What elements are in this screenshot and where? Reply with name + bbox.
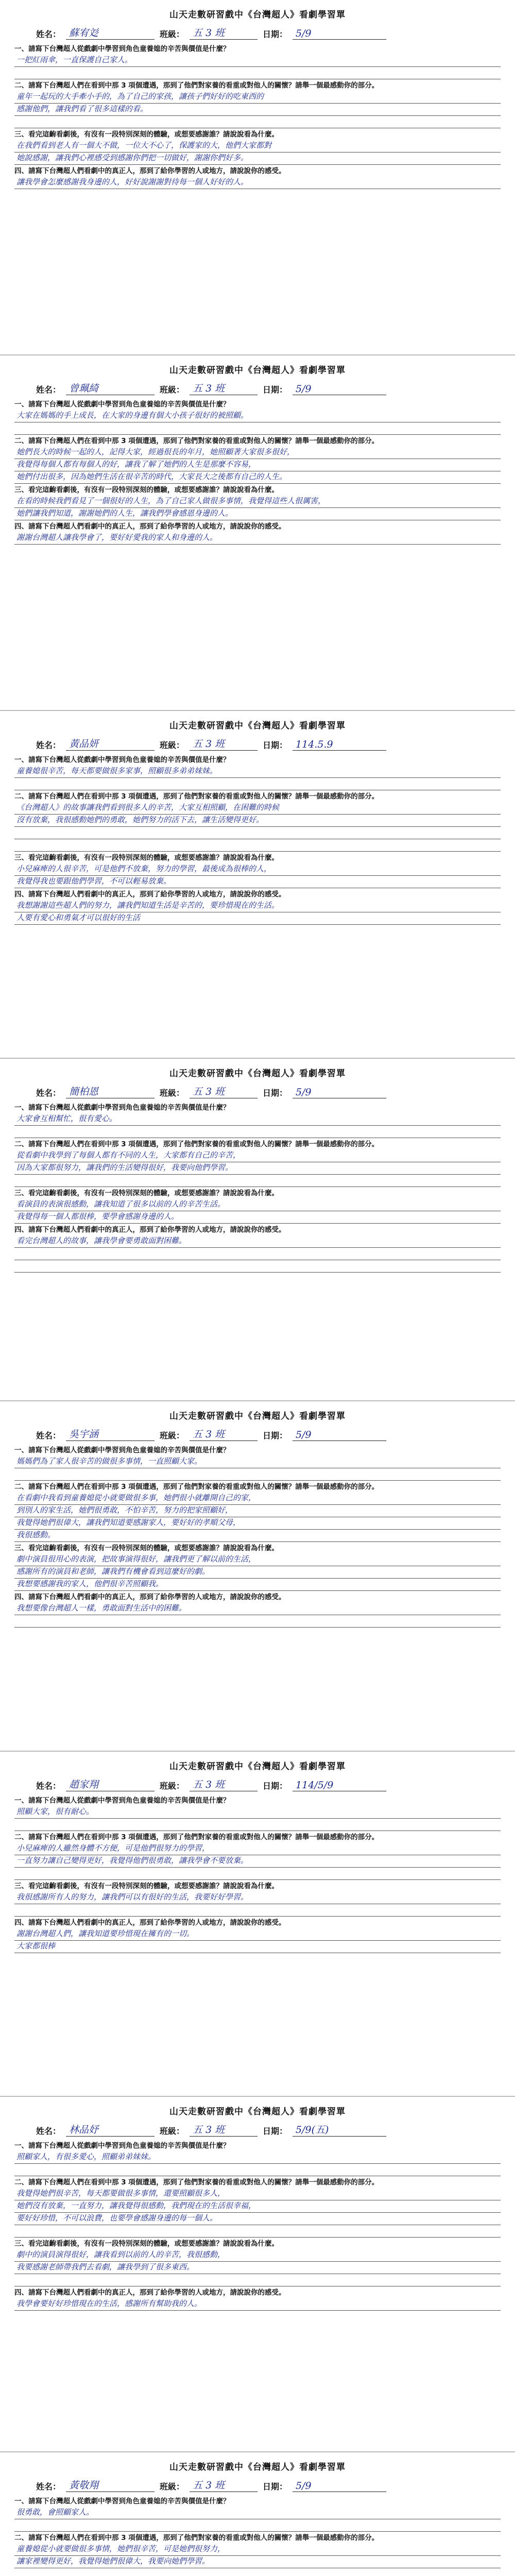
answer-line	[14, 1260, 501, 1273]
name-label: 姓名：	[36, 1088, 61, 1098]
answer-lines	[14, 1554, 501, 1591]
answer-lines	[14, 496, 501, 520]
answer-lines	[14, 1493, 501, 1542]
answer-lines	[14, 1199, 501, 1224]
answer-line: 一把紅雨傘，一直保護自己家人。	[14, 55, 501, 67]
answer-line: 我想謝謝這些超人們的努力，讓我們知道生活是辛苦的，要珍惜現在的生活。	[14, 900, 501, 912]
answer-line: 我覺得她們很辛苦，每天都要做很多事情，還要照顧很多人，	[14, 2188, 501, 2200]
answer-lines	[14, 766, 501, 790]
worksheet-3	[0, 711, 515, 1059]
question-text: 一、請寫下台灣超人從戲劇中學習到角色童養媳的辛苦與價值是什麼？	[14, 400, 230, 409]
question-text: 二、請寫下台灣超人們在看到中那 3 項個遭遇，那到了他們對家養的看重或對他人的關懷？請舉一個最感動你的部分。	[14, 81, 379, 90]
class-value: 五 3 班	[190, 736, 258, 751]
name-value: 林品妤	[66, 2122, 154, 2137]
answer-line: 《台灣超人》的故事讓我們看到很多人的辛苦，大家互相照顧，在困難的時候	[14, 802, 501, 815]
question-block-1	[0, 754, 515, 790]
class-label: 班級：	[160, 2482, 185, 2492]
answer-line: 看演員的表演很感動，讓我知道了很多以前的人的辛苦生活。	[14, 1199, 501, 1211]
question-text: 三、看完這齣看劇後，有沒有一段特別深刻的體驗，或想要感謝誰？請說說看為什麼。	[14, 1882, 279, 1890]
answer-lines	[14, 447, 501, 484]
name-label: 姓名：	[36, 1781, 61, 1791]
question-block-1	[0, 398, 515, 435]
answer-line: 我要感謝老師帶我們去看劇，讓我學到了很多東西。	[14, 2262, 501, 2274]
answer-lines	[14, 1113, 501, 1138]
question-block-3	[0, 484, 515, 520]
sheet-title: 山天走數研習戲中《台灣超人》看劇學習單	[169, 721, 346, 731]
question-text: 四、請寫下台灣超人們看劇中的真正人，那到了給你學習的人或地方，請說說你的感受。	[14, 1919, 286, 1927]
answer-lines	[14, 91, 501, 128]
name-value: 曾珮綺	[66, 381, 154, 395]
name-label: 姓名：	[36, 740, 61, 750]
answer-lines	[14, 2151, 501, 2176]
date-label: 日期：	[263, 2126, 288, 2136]
answer-line	[14, 67, 501, 79]
question-block-3	[0, 1187, 515, 1224]
answer-line: 我想要感謝我的家人，他們很辛苦照顧我。	[14, 1579, 501, 1591]
answer-line: 感謝所有的演員和老師，讓我們有機會看到這麼好的劇。	[14, 1566, 501, 1579]
answer-line	[14, 2568, 501, 2576]
date-value: 114/5/9	[293, 1780, 386, 1791]
student-info-row	[0, 2472, 515, 2495]
class-label: 班級：	[160, 2126, 185, 2136]
answer-line: 我覺得每個人都有每個人的好，讓我了解了她們的人生是那麼不容易，	[14, 459, 501, 471]
question-text: 三、看完這齣看劇後，有沒有一段特別深刻的體驗，或想要感謝誰？請說說看為什麼。	[14, 854, 279, 862]
class-value: 五 3 班	[190, 381, 258, 395]
question-text: 四、請寫下台灣超人們看劇中的真正人，那到了給你學習的人或地方，請說說你的感受。	[14, 1226, 286, 1234]
question-text: 一、請寫下台灣超人從戲劇中學習到角色童養媳的辛苦與價值是什麼？	[14, 1446, 230, 1454]
answer-line	[14, 1468, 501, 1481]
answer-line: 很勇敢，會照顧家人。	[14, 2507, 501, 2519]
class-value: 五 3 班	[190, 1084, 258, 1098]
answer-lines	[14, 1892, 501, 1917]
date-label: 日期：	[263, 1431, 288, 1440]
answer-line: 讓家裡變得更好，我覺得她們很偉大，我要向她們學習。	[14, 2556, 501, 2568]
student-info-row	[0, 731, 515, 754]
name-label: 姓名：	[36, 385, 61, 395]
answer-lines	[14, 802, 501, 852]
question-block-4	[0, 1591, 515, 1628]
worksheet-2	[0, 355, 515, 711]
sheet-title: 山天走數研習戲中《台灣超人》看劇學習單	[169, 2107, 346, 2117]
name-label: 姓名：	[36, 1431, 61, 1440]
question-block-1	[0, 1101, 515, 1138]
name-label: 姓名：	[36, 29, 61, 39]
question-block-3	[0, 2238, 515, 2286]
question-text: 四、請寫下台灣超人們看劇中的真正人，那到了給你學習的人或地方，請說說你的感受。	[14, 522, 286, 531]
answer-lines	[14, 1806, 501, 1831]
answer-line: 童養媳很辛苦，每天都要做很多家事，照顧很多弟弟妹妹。	[14, 766, 501, 778]
answer-line: 大家都很棒	[14, 1941, 501, 1953]
class-value: 五 3 班	[190, 1427, 258, 1441]
answer-lines	[14, 1150, 501, 1187]
answer-line: 我覺得她們很偉大，讓我們知道要感謝家人，要好好的孝順父母，	[14, 1517, 501, 1530]
question-text: 二、請寫下台灣超人們在看到中那 3 項個遭遇，那到了他們對家養的看重或對他人的關懷？請舉一個最感動你的部分。	[14, 2178, 379, 2187]
date-value: 5/9	[293, 1429, 386, 1441]
answer-line	[14, 1868, 501, 1880]
date-value: 5/9	[293, 1087, 386, 1098]
worksheet-1	[0, 0, 515, 355]
class-value: 五 3 班	[190, 2122, 258, 2137]
answer-line: 照顧家人，有很多愛心，照顧弟弟妹妹。	[14, 2151, 501, 2164]
name-value: 蘇宥彣	[66, 25, 154, 40]
name-label: 姓名：	[36, 2482, 61, 2492]
answer-line	[14, 1615, 501, 1628]
answer-lines	[14, 140, 501, 165]
answer-lines	[14, 532, 501, 545]
worksheet-7	[0, 2097, 515, 2452]
answer-line	[14, 422, 501, 435]
question-text: 三、看完這齣看劇後，有沒有一段特別深刻的體驗，或想要感謝誰？請說說看為什麼。	[14, 486, 279, 494]
name-value: 簡柏恩	[66, 1084, 154, 1098]
answer-line	[14, 839, 501, 852]
question-text: 三、看完這齣看劇後，有沒有一段特別深刻的體驗，或想要感謝誰？請說說看為什麼。	[14, 2240, 279, 2248]
answer-line: 讓我學會怎麼感謝我身邊的人，好好說謝謝對待每一個人好好的人。	[14, 177, 501, 189]
date-label: 日期：	[263, 385, 288, 395]
answer-line: 我想要像台灣超人一樣，勇敢面對生活中的困難。	[14, 1603, 501, 1615]
question-block-4	[0, 520, 515, 545]
sheet-title: 山天走數研習戲中《台灣超人》看劇學習單	[169, 10, 346, 20]
worksheet-5	[0, 1401, 515, 1752]
date-label: 日期：	[263, 29, 288, 39]
name-value: 黃敬翔	[66, 2478, 154, 2492]
question-text: 四、請寫下台灣超人們看劇中的真正人，那到了給你學習的人或地方，請說說你的感受。	[14, 1593, 286, 1601]
question-block-4	[0, 1224, 515, 1273]
answer-line: 照顧大家，很有耐心。	[14, 1806, 501, 1819]
answer-line	[14, 1819, 501, 1831]
question-block-2	[0, 2176, 515, 2238]
class-value: 五 3 班	[190, 25, 258, 40]
class-value: 五 3 班	[190, 1777, 258, 1791]
student-info-row	[0, 2117, 515, 2140]
question-block-2	[0, 79, 515, 128]
sheet-title: 山天走數研習戲中《台灣超人》看劇學習單	[169, 1411, 346, 1421]
question-block-2	[0, 1481, 515, 1542]
answer-lines	[14, 55, 501, 79]
worksheet-4	[0, 1059, 515, 1401]
question-text: 二、請寫下台灣超人們在看到中那 3 項個遭遇，那到了他們對家養的看重或對他人的關懷？請舉一個最感動你的部分。	[14, 1140, 379, 1148]
answer-line: 大家會互相幫忙，很有愛心。	[14, 1113, 501, 1126]
question-text: 四、請寫下台灣超人們看劇中的真正人，那到了給你學習的人或地方，請說說你的感受。	[14, 2289, 286, 2297]
student-info-row	[0, 376, 515, 398]
answer-line: 感謝他們，讓我們看了很多這樣的看。	[14, 104, 501, 116]
answer-line: 童年一起玩的大手牽小手的，為了自己的家孩，讓孩子們好好的吃東西的	[14, 91, 501, 104]
question-block-1	[0, 2495, 515, 2532]
answer-line: 她們長大的時候一起的人，記得大家，經過很長的年月，她照顧著大家很多很好，	[14, 447, 501, 459]
date-value: 5/9	[293, 28, 386, 40]
question-block-2	[0, 790, 515, 852]
date-label: 日期：	[263, 740, 288, 750]
worksheet-6	[0, 1752, 515, 2097]
answer-lines	[14, 1928, 501, 1953]
date-value: 5/9	[293, 383, 386, 395]
answer-line: 我覺得我也要跟他們學習，不可以輕易放棄。	[14, 876, 501, 888]
answer-line	[14, 2225, 501, 2238]
question-text: 一、請寫下台灣超人從戲劇中學習到角色童養媳的辛苦與價值是什麼？	[14, 45, 230, 53]
answer-line: 我覺得每一個人都很棒，要學會感謝身邊的人。	[14, 1211, 501, 1224]
answer-line: 她說感謝，讓我們心裡感受到感謝你們把一切做好，謝謝你們好多。	[14, 152, 501, 165]
student-info-row	[0, 1772, 515, 1794]
student-info-row	[0, 20, 515, 43]
answer-line: 我很感謝所有人的努力，讓我們可以有很好的生活，我要好好學習。	[14, 1892, 501, 1904]
answer-lines	[14, 1603, 501, 1628]
class-label: 班級：	[160, 29, 185, 39]
answer-lines	[14, 2188, 501, 2238]
answer-line	[14, 827, 501, 839]
class-label: 班級：	[160, 1088, 185, 1098]
answer-line: 她們讓我們知道，謝謝她們的人生，讓我們學會感恩身邊的人。	[14, 508, 501, 520]
question-text: 一、請寫下台灣超人從戲劇中學習到角色童養媳的辛苦與價值是什麼？	[14, 756, 230, 764]
question-block-2	[0, 435, 515, 484]
answer-lines	[14, 2298, 501, 2311]
class-label: 班級：	[160, 1431, 185, 1440]
answer-line: 一直努力讓自己變得更好，我覺得他們很勇敢，讓我學會不要放棄。	[14, 1855, 501, 1868]
question-block-2	[0, 1138, 515, 1187]
name-value: 黃品妍	[66, 736, 154, 751]
answer-line: 從看劇中我學到了每個人都有不同的人生，大家都有自己的辛苦，	[14, 1150, 501, 1162]
answer-line	[14, 1248, 501, 1260]
sheet-title: 山天走數研習戲中《台灣超人》看劇學習單	[169, 2462, 346, 2472]
answer-line: 因為大家都很努力，讓我們的生活變得很好，我要向他們學習。	[14, 1162, 501, 1175]
question-text: 二、請寫下台灣超人們在看到中那 3 項個遭遇，那到了他們對家養的看重或對他人的關懷？請舉一個最感動你的部分。	[14, 2534, 379, 2542]
answer-line: 她們付出很多，因為她們生活在很辛苦的時代，大家長大之後都有自己的人生。	[14, 471, 501, 484]
date-value: 5/9(五)	[293, 2122, 386, 2137]
question-text: 一、請寫下台灣超人從戲劇中學習到角色童養媳的辛苦與價值是什麼？	[14, 1797, 230, 1805]
student-info-row	[0, 1421, 515, 1444]
answer-line	[14, 1175, 501, 1187]
question-text: 二、請寫下台灣超人們在看到中那 3 項個遭遇，那到了他們對家養的看重或對他人的關懷？請舉一個最感動你的部分。	[14, 1833, 379, 1841]
date-value: 114.5.9	[293, 739, 386, 751]
answer-lines	[14, 1843, 501, 1880]
question-block-3	[0, 852, 515, 888]
answer-line	[14, 1904, 501, 1917]
question-block-1	[0, 43, 515, 79]
answer-line: 她們沒有放棄，一直努力，讓我覺得很感動，我們現在的生活很幸福，	[14, 2200, 501, 2213]
answer-line: 劇中演員很用心的表演，把故事演得很好，讓我們更了解以前的生活，	[14, 1554, 501, 1566]
question-text: 三、看完這齣看劇後，有沒有一段特別深刻的體驗，或想要感謝誰？請說說看為什麼。	[14, 1189, 279, 1197]
answer-line	[14, 778, 501, 790]
question-block-1	[0, 2140, 515, 2176]
answer-line: 要好好珍惜，不可以浪費，也要學會感謝身邊的每一個人。	[14, 2213, 501, 2225]
question-text: 一、請寫下台灣超人從戲劇中學習到角色童養媳的辛苦與價值是什麼？	[14, 1104, 230, 1112]
answer-line	[14, 116, 501, 128]
answer-lines	[14, 900, 501, 925]
question-block-2	[0, 1831, 515, 1880]
student-info-row	[0, 1079, 515, 1101]
question-block-2	[0, 2532, 515, 2576]
answer-line: 謝謝台灣超人讓我學會了，要好好愛我的家人和身邊的人。	[14, 532, 501, 545]
question-block-4	[0, 1917, 515, 1953]
class-label: 班級：	[160, 740, 185, 750]
answer-lines	[14, 410, 501, 435]
answer-lines	[14, 2544, 501, 2576]
question-text: 二、請寫下台灣超人們在看到中那 3 項個遭遇，那到了他們對家養的看重或對他人的關懷？請舉一個最感動你的部分。	[14, 437, 379, 445]
question-text: 一、請寫下台灣超人從戲劇中學習到角色童養媳的辛苦與價值是什麼？	[14, 2142, 230, 2150]
sheet-title: 山天走數研習戲中《台灣超人》看劇學習單	[169, 365, 346, 376]
answer-line: 童養媳從小就要做很多事情，她們很辛苦，可是她們很努力，	[14, 2544, 501, 2556]
answer-line: 大家在媽媽的手上成長，在大家的身邊有個大小孩子很好的被照顧。	[14, 410, 501, 422]
answer-lines	[14, 2507, 501, 2532]
question-text: 四、請寫下台灣超人們看劇中的真正人，那到了給你學習的人或地方，請說說你的感受。	[14, 890, 286, 899]
answer-line: 小兒麻痺的人雖然身體不方便，可是他們很努力的學習，	[14, 1843, 501, 1855]
answer-line: 在看劇中我看到童養媳從小就要做很多事，她們很小就離開自己的家，	[14, 1493, 501, 1505]
answer-lines	[14, 863, 501, 888]
date-label: 日期：	[263, 2482, 288, 2492]
answer-line: 劇中的演員演得很好，讓我看到以前的人的辛苦，我很感動，	[14, 2249, 501, 2262]
answer-lines	[14, 177, 501, 189]
class-label: 班級：	[160, 1781, 185, 1791]
answer-line: 沒有放棄，我很感動她們的勇敢，她們努力的活下去，讓生活變得更好。	[14, 815, 501, 827]
question-block-4	[0, 888, 515, 925]
worksheet-8	[0, 2452, 515, 2576]
question-block-1	[0, 1794, 515, 1831]
answer-line: 到別人的家生活，她們很勇敢，不怕辛苦，努力的把家照顧好，	[14, 1505, 501, 1517]
question-block-1	[0, 1444, 515, 1481]
answer-lines	[14, 1235, 501, 1273]
answer-line: 人要有愛心和勇氣才可以很好的生活	[14, 912, 501, 925]
answer-line	[14, 2164, 501, 2176]
answer-line: 看完台灣超人的故事，讓我學會要勇敢面對困難。	[14, 1235, 501, 1248]
question-text: 三、看完這齣看劇後，有沒有一段特別深刻的體驗，或想要感謝誰？請說說看為什麼。	[14, 1544, 279, 1552]
question-text: 二、請寫下台灣超人們在看到中那 3 項個遭遇，那到了他們對家養的看重或對他人的關懷？請舉一個最感動你的部分。	[14, 1483, 379, 1491]
question-text: 一、請寫下台灣超人從戲劇中學習到角色童養媳的辛苦與價值是什麼？	[14, 2497, 230, 2505]
answer-lines	[14, 1456, 501, 1481]
sheet-title: 山天走數研習戲中《台灣超人》看劇學習單	[169, 1069, 346, 1079]
name-value: 趙家翔	[66, 1777, 154, 1791]
question-text: 二、請寫下台灣超人們在看到中那 3 項個遭遇，那到了他們對家養的看重或對他人的關懷？請舉一個最感動你的部分。	[14, 792, 379, 801]
question-block-3	[0, 1880, 515, 1917]
name-label: 姓名：	[36, 2126, 61, 2136]
date-label: 日期：	[263, 1088, 288, 1098]
question-block-4	[0, 165, 515, 189]
class-value: 五 3 班	[190, 2478, 258, 2492]
name-value: 吳宇涵	[66, 1427, 154, 1441]
question-block-3	[0, 128, 515, 165]
question-block-4	[0, 2286, 515, 2311]
answer-lines	[14, 2249, 501, 2286]
answer-line: 謝謝台灣超人們，讓我知道要珍惜現在擁有的一切。	[14, 1928, 501, 1941]
class-label: 班級：	[160, 385, 185, 395]
answer-line: 媽媽們為了家人很辛苦的做很多事情，一直照顧大家。	[14, 1456, 501, 1468]
question-text: 四、請寫下台灣超人們看劇中的真正人，那到了給你學習的人或地方，請說說你的感受。	[14, 167, 286, 175]
answer-line	[14, 1126, 501, 1138]
answer-line: 小兒麻痺的人很辛苦，可是他們不放棄，努力的學習，最後成為很棒的人，	[14, 863, 501, 876]
date-value: 5/9	[293, 2480, 386, 2492]
question-text: 三、看完這齣看劇後，有沒有一段特別深刻的體驗，或想要感謝誰？請說說看為什麼。	[14, 130, 279, 139]
date-label: 日期：	[263, 1781, 288, 1791]
question-block-3	[0, 1542, 515, 1591]
answer-line	[14, 2519, 501, 2532]
sheet-title: 山天走數研習戲中《台灣超人》看劇學習單	[169, 1761, 346, 1772]
answer-line: 在看的時候我們看見了一個很好的人生，為了自己家人做很多事情，我覺得這些人很厲害，	[14, 496, 501, 508]
answer-line: 我學會要好好珍惜現在的生活，感謝所有幫助我的人。	[14, 2298, 501, 2311]
answer-line	[14, 2274, 501, 2286]
answer-line: 我很感動。	[14, 1530, 501, 1542]
answer-line: 在我們看到老人有一個大不做，一位大不心了，保護家的大，他們大家都對	[14, 140, 501, 152]
